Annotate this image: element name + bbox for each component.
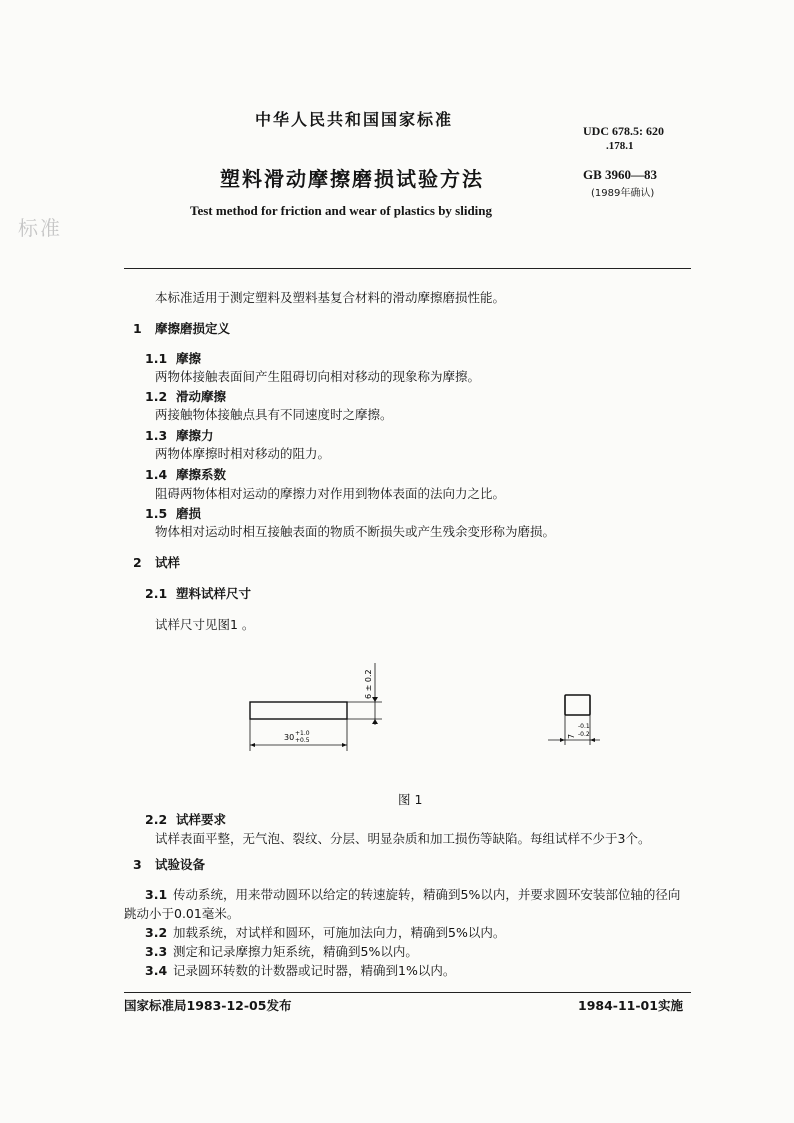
section-2-heading — [133, 553, 180, 571]
section-title: 试验设备 — [155, 857, 206, 872]
clause-2-1-text: 试样尺寸见图1 。 — [155, 617, 255, 632]
clause-term: 摩擦系数 — [176, 467, 227, 482]
clause-1-2-definition: 两接触物体接触点具有不同速度时之摩擦。 — [155, 407, 393, 422]
clause-number: 3.2 — [145, 925, 168, 940]
gb-confirm: (1989年确认) — [591, 188, 655, 199]
specimen-end-view — [565, 695, 590, 715]
specimen-side-view — [250, 702, 347, 719]
clause-number: 2.2 — [145, 812, 168, 827]
section-1-heading — [133, 319, 230, 337]
clause-text: 测定和记录摩擦力矩系统，精确到5%以内。 — [173, 944, 418, 959]
dim-length-tol-lower: +0.5 — [295, 737, 310, 744]
clause-3-1-text-cont: 跳动小于0.01毫米。 — [124, 906, 240, 921]
section-3-heading — [133, 855, 205, 873]
clause-number: 1.3 — [145, 428, 168, 443]
clause-1-1-heading — [145, 349, 201, 367]
clause-2-1-heading — [145, 584, 251, 602]
clause-1-3-definition: 两物体摩擦时相对移动的阻力。 — [155, 446, 331, 461]
clause-3-1-text — [145, 885, 680, 903]
clause-1-2-heading — [145, 387, 226, 405]
clause-term: 摩擦力 — [176, 428, 214, 443]
gb-number: GB 3960—83 — [583, 167, 658, 182]
dim-width-tol-lower: -0.2 — [578, 731, 590, 738]
watermark: 标准 — [18, 216, 62, 240]
footer-divider — [124, 992, 691, 993]
header-divider — [124, 268, 691, 269]
figure-1-caption: 图 1 — [398, 792, 423, 807]
clause-term: 磨损 — [176, 506, 202, 521]
clause-number: 1.5 — [145, 506, 168, 521]
clause-number: 3.3 — [145, 944, 168, 959]
clause-text: 传动系统，用来带动圆环以给定的转速旋转，精确到5%以内，并要求圆环安装部位轴的径向 — [173, 887, 681, 902]
dim-length-label: 30 — [284, 733, 295, 742]
issue-date: 国家标准局1983-12-05发布 — [124, 998, 292, 1013]
dim-width-tol-upper: -0.1 — [578, 723, 590, 730]
clause-text: 加载系统，对试样和圆环，可施加法向力，精确到5%以内。 — [173, 925, 506, 940]
clause-title: 试样要求 — [176, 812, 227, 827]
dim-height-label: 6 ± 0.2 — [364, 669, 373, 699]
clause-1-5-definition: 物体相对运动时相互接触表面的物质不断损失或产生残余变形称为磨损。 — [155, 524, 556, 539]
clause-2-2-heading — [145, 810, 226, 828]
udc-code-cont: .178.1 — [606, 140, 634, 152]
clause-number: 3.4 — [145, 963, 168, 978]
figure-1-drawing — [240, 655, 600, 775]
clause-1-4-definition: 阻碍两物体相对运动的摩擦力对作用到物体表面的法向力之比。 — [155, 486, 506, 501]
clause-number: 3.1 — [145, 887, 168, 902]
clause-number: 1.1 — [145, 351, 168, 366]
clause-number: 2.1 — [145, 586, 168, 601]
document-title-en: Test method for friction and wear of plastics by sliding — [190, 203, 493, 218]
dim-length-tol-upper: +1.0 — [295, 730, 310, 737]
clause-number: 1.2 — [145, 389, 168, 404]
clause-1-3-heading — [145, 426, 214, 444]
effective-date: 1984-11-01实施 — [578, 998, 683, 1013]
clause-number: 1.4 — [145, 467, 168, 482]
document-title: 塑料滑动摩擦磨损试验方法 — [220, 167, 484, 191]
clause-1-5-heading — [145, 504, 201, 522]
clause-3-3-text — [145, 942, 418, 960]
section-number: 1 — [133, 321, 142, 336]
section-number: 2 — [133, 555, 142, 570]
udc-code: UDC 678.5: 620 — [583, 124, 664, 138]
clause-1-4-heading — [145, 465, 226, 483]
clause-3-2-text — [145, 923, 505, 941]
section-title: 试样 — [155, 555, 181, 570]
clause-3-4-text — [145, 961, 455, 979]
intro-text: 本标准适用于测定塑料及塑料基复合材料的滑动摩擦磨损性能。 — [155, 290, 506, 305]
clause-text: 记录圆环转数的计数器或记时器，精确到1%以内。 — [173, 963, 456, 978]
clause-2-2-text: 试样表面平整，无气泡、裂纹、分层、明显杂质和加工损伤等缺陷。每组试样不少于3个。 — [155, 831, 651, 846]
clause-title: 塑料试样尺寸 — [176, 586, 252, 601]
clause-term: 滑动摩擦 — [176, 389, 227, 404]
section-title: 摩擦磨损定义 — [155, 321, 231, 336]
section-number: 3 — [133, 857, 142, 872]
dim-width-label: 7 — [567, 733, 576, 739]
clause-term: 摩擦 — [176, 351, 202, 366]
clause-1-1-definition: 两物体接触表面间产生阻碍切向相对移动的现象称为摩擦。 — [155, 369, 481, 384]
standard-org: 中华人民共和国国家标准 — [255, 110, 454, 129]
